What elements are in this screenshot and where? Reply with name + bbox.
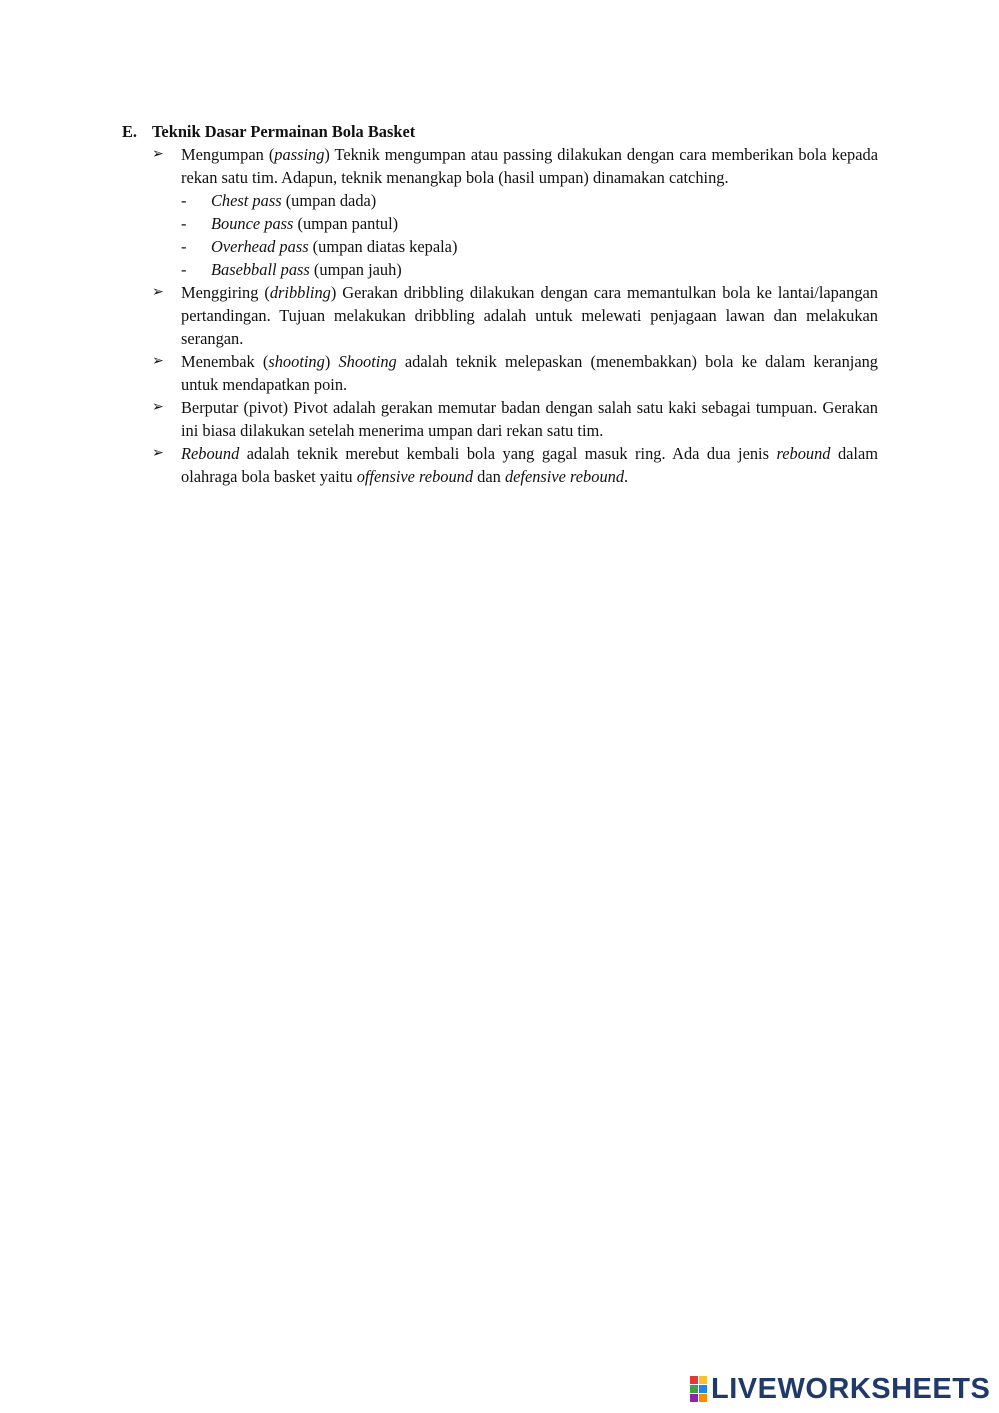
italic-term: rebound	[776, 444, 831, 463]
italic-term: Basebball pass	[211, 260, 310, 279]
list-item	[122, 143, 878, 281]
text-run: Mengumpan (	[181, 145, 275, 164]
italic-term: passing	[274, 145, 325, 164]
logo-square	[690, 1394, 698, 1402]
text-run: )	[324, 352, 339, 371]
liveworksheets-logo-icon	[690, 1376, 707, 1402]
italic-term: defensive rebound	[504, 467, 625, 486]
arrow-bullet-icon: ➢	[152, 284, 164, 300]
list-item	[122, 396, 878, 442]
italic-term: Rebound	[181, 444, 240, 463]
text-run: (umpan dada)	[281, 191, 377, 210]
italic-term: Overhead pass	[211, 237, 309, 256]
item-text	[181, 143, 878, 189]
list-item	[122, 442, 878, 488]
italic-term: Bounce pass	[211, 214, 294, 233]
dash-bullet: -	[181, 191, 187, 210]
sub-list-item	[181, 212, 878, 235]
dash-bullet: -	[181, 214, 187, 233]
text-run: (umpan pantul)	[293, 214, 399, 233]
italic-term: offensive rebound	[356, 467, 474, 486]
text-run: .	[624, 467, 629, 486]
logo-square	[690, 1385, 698, 1393]
item-text	[181, 396, 878, 442]
item-text	[181, 281, 878, 350]
logo-square	[699, 1394, 707, 1402]
liveworksheets-logo	[690, 1372, 990, 1406]
section-heading	[122, 120, 878, 143]
text-run: (umpan diatas kepala)	[308, 237, 458, 256]
arrow-bullet-icon: ➢	[152, 353, 164, 369]
arrow-bullet-icon: ➢	[152, 146, 164, 162]
arrow-bullet-icon: ➢	[152, 399, 164, 415]
item-text	[181, 442, 878, 488]
text-run: Berputar (pivot) Pivot adalah gerakan memutar badan dengan salah satu kaki sebagai tumpuan. Gerakan ini biasa dilakukan setelah menerima umpan dari rekan satu tim.	[181, 398, 878, 440]
text-run: adalah teknik merebut kembali bola yang gagal masuk ring. Ada dua jenis	[239, 444, 777, 463]
text-run: dalam olahraga bola basket yaitu	[181, 444, 878, 486]
sub-list-item	[181, 258, 878, 281]
section-letter: E.	[122, 122, 138, 141]
dash-bullet: -	[181, 260, 187, 279]
technique-list	[122, 143, 878, 488]
text-run: Menggiring (	[181, 283, 270, 302]
sub-list-item	[181, 189, 878, 212]
italic-term: dribbling	[269, 283, 331, 302]
section-title: Teknik Dasar Permainan Bola Basket	[152, 122, 416, 141]
logo-square	[699, 1385, 707, 1393]
arrow-bullet-icon: ➢	[152, 445, 164, 461]
text-run: Menembak (	[181, 352, 269, 371]
item-text	[181, 350, 878, 396]
sub-list	[181, 189, 878, 281]
text-run: ) Gerakan dribbling dilakukan dengan cara memantulkan bola ke lantai/lapangan pertandingan. Tujuan melakukan dribbling adalah untuk melewati penjagaan lawan dan melakukan serangan.	[181, 283, 878, 348]
logo-square	[699, 1376, 707, 1384]
logo-text: LIVEWORKSHEETS	[711, 1372, 991, 1405]
text-run: adalah teknik melepaskan (menembakkan) bola ke dalam keranjang untuk mendapatkan poin.	[181, 352, 878, 394]
text-run: (umpan jauh)	[309, 260, 402, 279]
sub-list-item	[181, 235, 878, 258]
italic-term: shooting	[268, 352, 325, 371]
text-run: dan	[473, 467, 505, 486]
list-item	[122, 350, 878, 396]
italic-term: Chest pass	[211, 191, 282, 210]
dash-bullet: -	[181, 237, 187, 256]
italic-term: Shooting	[338, 352, 397, 371]
list-item	[122, 281, 878, 350]
text-run: ) Teknik mengumpan atau passing dilakukan dengan cara memberikan bola kepada rekan satu tim. Adapun, teknik menangkap bola (hasil umpan) dinamakan catching.	[181, 145, 878, 187]
document-body	[122, 120, 878, 488]
logo-square	[690, 1376, 698, 1384]
